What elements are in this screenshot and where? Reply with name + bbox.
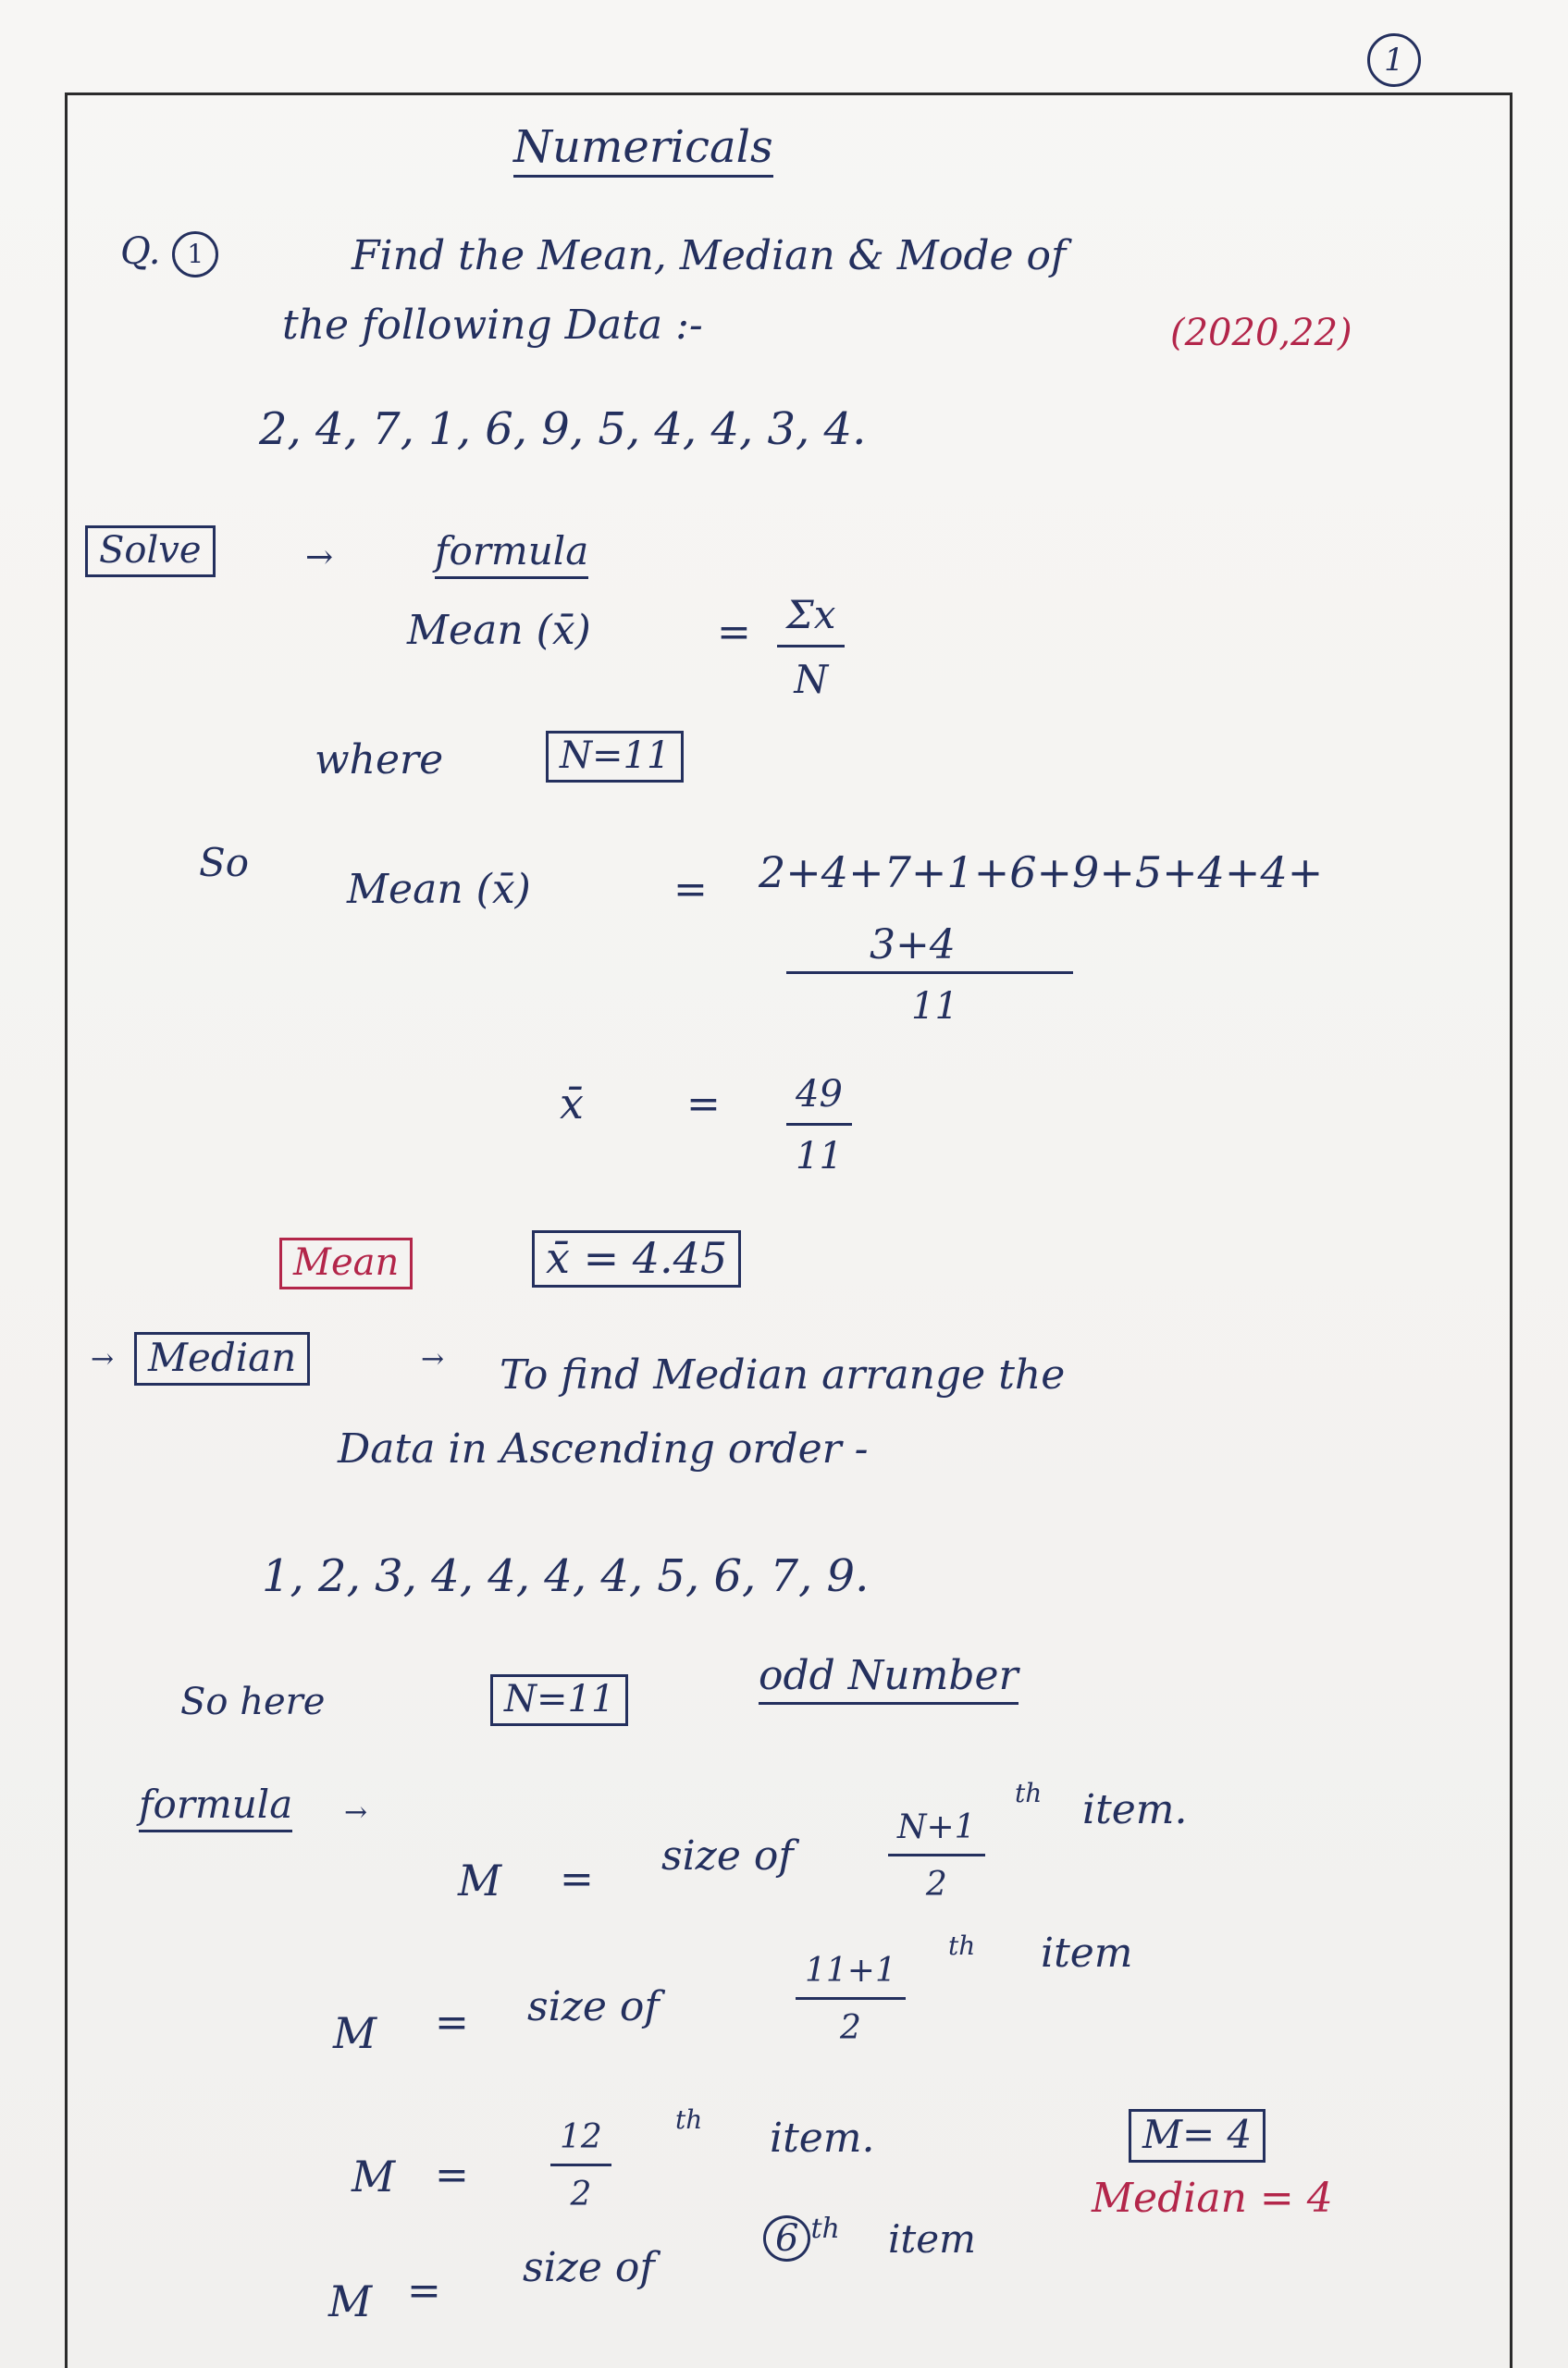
question-prefix: Q. xyxy=(120,230,161,273)
xbar-symbol: x̄ xyxy=(560,1079,584,1128)
mean-lhs-2: Mean (x̄) xyxy=(347,866,531,913)
arrow-icon: → xyxy=(344,1796,368,1829)
mean-sum-denominator: 11 xyxy=(911,985,958,1028)
equals-sign-5: = xyxy=(435,1999,469,2046)
median-step-fraction-2 xyxy=(550,2118,611,2214)
m-symbol: M xyxy=(458,1856,502,1906)
fraction-numerator: 11+1 xyxy=(796,1952,906,2000)
th-superscript: th xyxy=(810,2213,840,2245)
n-value-box-2: N=11 xyxy=(490,1674,628,1726)
mean-value-fraction xyxy=(786,1073,852,1178)
question-line-1: Find the Mean, Median & Mode of xyxy=(352,232,1067,279)
mean-sum-line-1: 2+4+7+1+6+9+5+4+4+ xyxy=(759,847,1324,897)
mean-lhs: Mean (x̄) xyxy=(407,607,591,654)
page-left-margin xyxy=(65,92,68,2368)
m-symbol: M xyxy=(333,2008,377,2058)
fraction-numerator: Σx xyxy=(777,592,845,648)
median-step-fraction xyxy=(796,1952,906,2047)
question-years: (2020,22) xyxy=(1170,312,1352,354)
mean-sum-line-2: 3+4 xyxy=(870,921,956,968)
page-top-border xyxy=(65,92,1512,95)
item-text: item xyxy=(888,2216,976,2262)
item-text: item xyxy=(1041,1930,1133,1977)
fraction-numerator: 12 xyxy=(550,2118,611,2166)
so-here-text: So here xyxy=(180,1681,326,1723)
item-text: item. xyxy=(770,2115,875,2162)
equals-sign-3: = xyxy=(686,1080,721,1128)
size-of-text: size of xyxy=(527,1983,660,2030)
median-text-line-2: Data in Ascending order - xyxy=(338,1425,869,1473)
size-of-text: size of xyxy=(661,1832,794,1880)
fraction-denominator: 2 xyxy=(839,2009,861,2047)
mean-result-box: x̄ = 4.45 xyxy=(532,1230,741,1288)
mean-formula-fraction xyxy=(777,592,845,702)
mean-formula-label: formula xyxy=(435,532,588,579)
m-symbol: M xyxy=(352,2152,396,2202)
median-formula-fraction xyxy=(888,1808,985,1904)
equals-sign-2: = xyxy=(673,866,708,913)
equals-sign-6: = xyxy=(435,2152,469,2199)
question-line-2: the following Data :- xyxy=(282,302,703,349)
median-text-line-1: To find Median arrange the xyxy=(500,1351,1066,1399)
fraction-denominator: 2 xyxy=(570,2176,592,2214)
fraction-denominator: 11 xyxy=(796,1135,843,1178)
th-superscript: th xyxy=(1015,1778,1043,1808)
arrow-icon: → xyxy=(305,538,334,576)
solve-label: Solve xyxy=(85,525,216,577)
circled-six: 6 xyxy=(763,2215,810,2262)
fraction-numerator: 49 xyxy=(786,1073,852,1126)
median-label: Median xyxy=(134,1332,310,1386)
arrow-icon: → xyxy=(421,1343,445,1375)
question-data: 2, 4, 7, 1, 6, 9, 5, 4, 4, 3, 4. xyxy=(259,403,867,455)
mean-result-label: Mean xyxy=(279,1238,413,1289)
where-label: where xyxy=(315,736,444,783)
median-formula-label: formula xyxy=(139,1785,292,1832)
page-right-border xyxy=(1510,92,1512,2368)
median-result-box: M= 4 xyxy=(1129,2109,1266,2163)
equals-sign-4: = xyxy=(560,1856,594,1903)
page-title: Numericals xyxy=(513,125,773,178)
fraction-numerator: N+1 xyxy=(888,1808,985,1856)
question-label xyxy=(120,231,218,278)
so-here-label xyxy=(180,1681,326,1723)
odd-number-note: odd Number xyxy=(759,1656,1019,1705)
sixth-item xyxy=(763,2215,840,2262)
n-value-box: N=11 xyxy=(546,731,684,783)
arrow-icon: → xyxy=(91,1343,115,1375)
fraction-denominator: N xyxy=(794,657,829,702)
th-superscript: th xyxy=(675,2104,703,2135)
size-of-text: size of xyxy=(523,2244,655,2291)
page-number: 1 xyxy=(1367,33,1421,87)
so-label: So xyxy=(199,840,250,885)
equals-sign: = xyxy=(717,609,751,656)
question-number: 1 xyxy=(172,231,218,278)
median-result-text: Median = 4 xyxy=(1092,2175,1333,2222)
equals-sign-7: = xyxy=(407,2267,441,2314)
sorted-data: 1, 2, 3, 4, 4, 4, 4, 5, 6, 7, 9. xyxy=(262,1550,870,1602)
item-text: item. xyxy=(1082,1786,1188,1833)
fraction-denominator: 2 xyxy=(925,1866,947,1904)
m-symbol: M xyxy=(328,2276,373,2326)
th-superscript: th xyxy=(948,1930,976,1961)
fraction-bar xyxy=(786,971,1073,974)
